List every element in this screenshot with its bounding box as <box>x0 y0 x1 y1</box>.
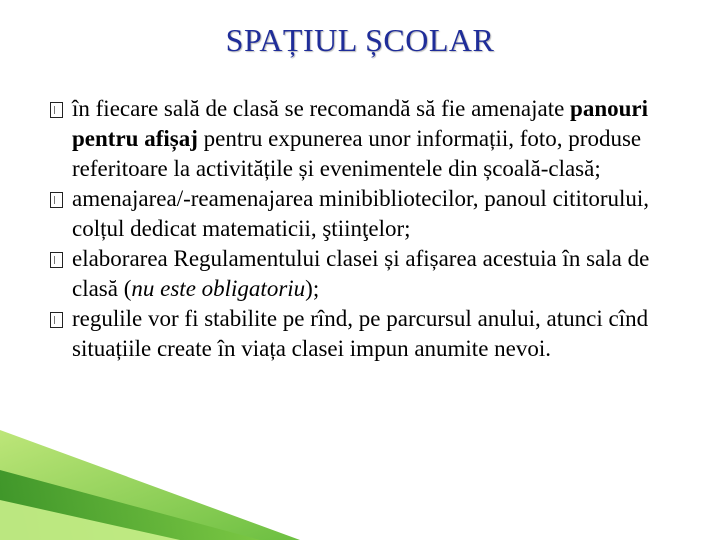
bullet-list <box>46 94 696 364</box>
bullet-text: amenajarea/-reamenajarea minibibliotecilor, panoul cititorului, colțul dedicat matematicii, ştiinţelor; <box>72 186 650 241</box>
bullet-text: ); <box>305 276 320 301</box>
list-item <box>46 244 696 304</box>
empty-box-bullet-icon <box>50 312 63 328</box>
bullet-bold-text: panouri pentru afișaj <box>72 96 649 151</box>
bullet-text: în fiecare sală de clasă se recomandă să fie amenajate <box>72 96 571 121</box>
bullet-italic-text: nu este obligatoriu <box>131 276 306 301</box>
bullet-text: regulile vor fi stabilite pe rînd, pe parcursul anului, atunci cînd situațiile create în viața clasei impun anumite nevoi. <box>72 306 649 361</box>
empty-box-bullet-icon <box>50 252 63 268</box>
list-item <box>46 94 696 184</box>
list-item <box>46 184 696 244</box>
bullet-text: elaborarea Regulamentului clasei și afișarea acestuia în sala de clasă ( <box>72 246 650 301</box>
empty-box-bullet-icon <box>50 102 63 118</box>
page-title: SPAȚIUL ȘCOLAR <box>225 22 495 58</box>
list-item <box>46 304 696 364</box>
green-wave-decoration <box>0 430 300 540</box>
bullet-text: pentru expunerea unor informații, foto, produse referitoare la activitățile și evenimentele din școală-clasă; <box>72 126 642 181</box>
empty-box-bullet-icon <box>50 192 63 208</box>
